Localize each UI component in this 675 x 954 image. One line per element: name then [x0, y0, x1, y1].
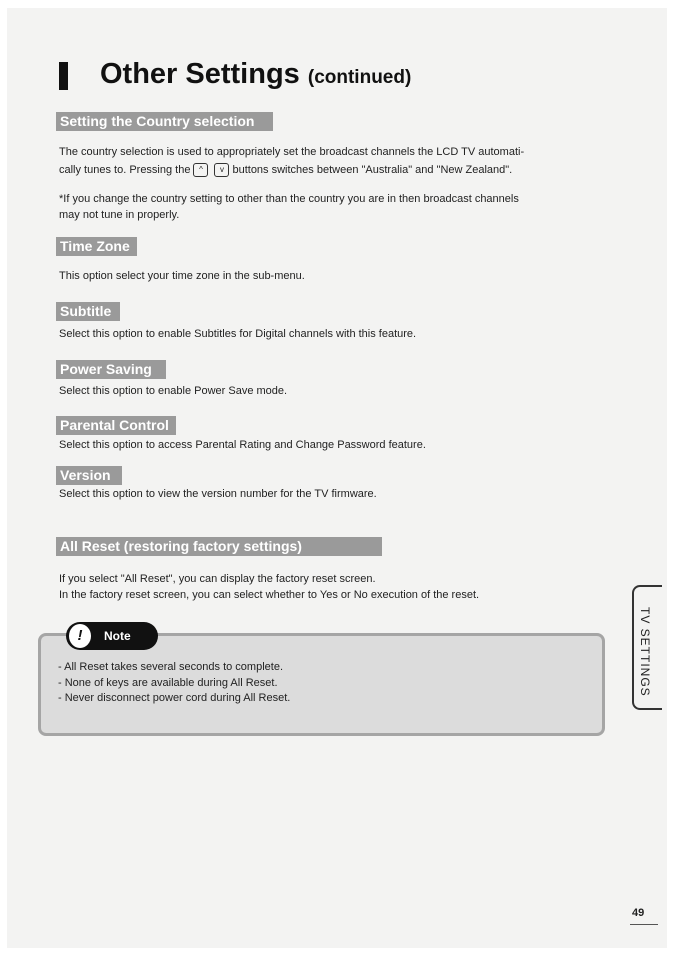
- power-saving-text: Select this option to enable Power Save mode.: [59, 385, 288, 397]
- down-key-icon: v: [214, 163, 229, 177]
- time-zone-text: This option select your time zone in the sub-menu.: [59, 270, 305, 282]
- heading-time-zone: Time Zone: [56, 237, 137, 256]
- page-number-rule: [630, 924, 658, 925]
- note-item: - All Reset takes several seconds to complete.: [58, 661, 283, 673]
- title-bar-marker: [59, 62, 68, 90]
- country-text-1: The country selection is used to appropriately set the broadcast channels the LCD TV automati-: [59, 146, 525, 158]
- title-main: Other Settings: [100, 58, 300, 90]
- up-key-icon: ^: [193, 163, 208, 177]
- note-item: - Never disconnect power cord during All Reset.: [58, 692, 291, 704]
- section-side-tab: [632, 585, 662, 710]
- note-item: - None of keys are available during All Reset.: [58, 677, 278, 689]
- note-badge: [66, 622, 158, 650]
- parental-control-text: Select this option to access Parental Rating and Change Password feature.: [59, 439, 426, 451]
- subtitle-text: Select this option to enable Subtitles for Digital channels with this feature.: [59, 328, 417, 340]
- side-tab-label: TV SETTINGS: [638, 607, 652, 697]
- country-text-2: [59, 162, 512, 179]
- heading-subtitle: Subtitle: [56, 302, 120, 321]
- title-sub: (continued): [307, 67, 412, 88]
- country-note-2: may not tune in properly.: [59, 209, 180, 221]
- heading-version: Version: [56, 466, 122, 485]
- exclamation-icon: !: [69, 624, 91, 648]
- heading-power-saving: Power Saving: [56, 360, 166, 379]
- page-title: [100, 58, 411, 91]
- note-label: Note: [104, 629, 131, 643]
- country-note-1: *If you change the country setting to other than the country you are in then broadcast channels: [59, 193, 519, 205]
- heading-parental-control: Parental Control: [56, 416, 176, 435]
- heading-all-reset: All Reset (restoring factory settings): [56, 537, 382, 556]
- country-text-2a: cally tunes to. Pressing the: [59, 164, 191, 176]
- country-text-2b: buttons switches between "Australia" and "New Zealand".: [232, 164, 513, 176]
- heading-country: Setting the Country selection: [56, 112, 273, 131]
- reset-text-2: In the factory reset screen, you can select whether to Yes or No execution of the reset.: [59, 589, 480, 601]
- reset-text-1: If you select "All Reset", you can display the factory reset screen.: [59, 573, 376, 585]
- page-number: 49: [632, 907, 645, 919]
- version-text: Select this option to view the version number for the TV firmware.: [59, 488, 377, 500]
